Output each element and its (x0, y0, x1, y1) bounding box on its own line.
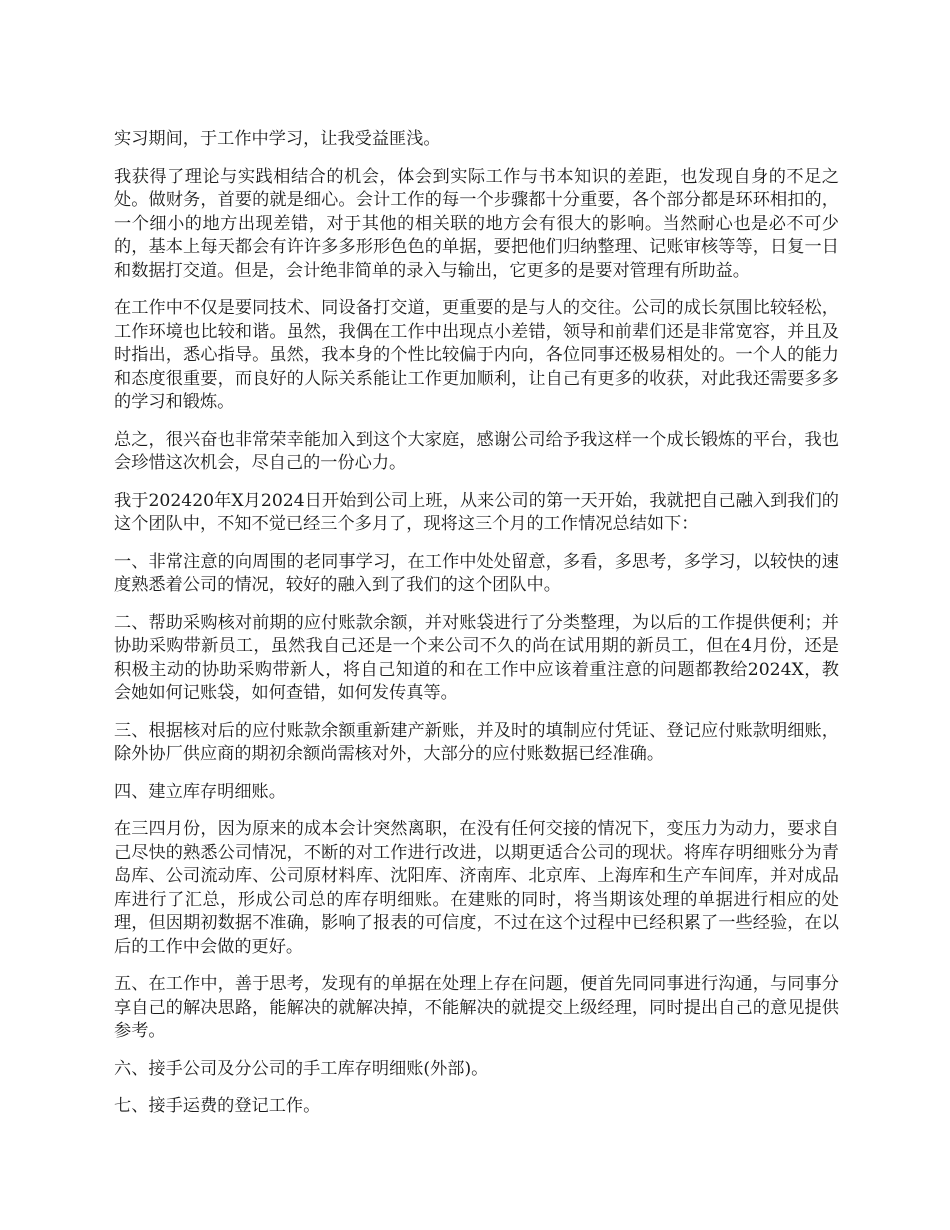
paragraph-2: 我获得了理论与实践相结合的机会，体会到实际工作与书本知识的差距，也发现自身的不足之处。做财务，首要的就是细心。会计工作的每一个步骤都十分重要，各个部分都是环环相扣的，一个细小的地方出现差错，对于其他的相关联的地方会有很大的影响。当然耐心也是必不可少的，基本上每天都会有许许多多形形色色的单据，要把他们归纳整理、记账审核等等，日复一日和数据打交道。但是，会计绝非简单的录入与输出，它更多的是要对管理有所助益。 (114, 166, 839, 281)
paragraph-8: 三、根据核对后的应付账款余额重新建产新账，并及时的填制应付凭证、登记应付账款明细账，除外协厂供应商的期初余额尚需核对外，大部分的应付账数据已经准确。 (114, 720, 839, 764)
document-body (114, 128, 839, 1133)
paragraph-11: 五、在工作中，善于思考，发现有的单据在处理上存在问题，便首先同同事进行沟通，与同事分享自己的解决思路，能解决的就解决掉，不能解决的就提交上级经理，同时提出自己的意见提供参考。 (114, 974, 839, 1041)
paragraph-10: 在三四月份，因为原来的成本会计突然离职，在没有任何交接的情况下，变压力为动力，要求自己尽快的熟悉公司情况，不断的对工作进行改进，以期更适合公司的现状。将库存明细账分为青岛库、公司流动库、公司原材料库、沈阳库、济南库、北京库、上海库和生产车间库，并对成品库进行了汇总，形成公司总的库存明细账。在建账的同时，将当期该处理的单据进行相应的处理，但因期初数据不准确，影响了报表的可信度，不过在这个过程中已经积累了一些经验，在以后的工作中会做的更好。 (114, 819, 839, 957)
paragraph-9: 四、建立库存明细账。 (114, 781, 286, 802)
paragraph-6: 一、非常注意的向周围的老同事学习，在工作中处处留意，多看，多思考，多学习，以较快的速度熟悉着公司的情况，较好的融入到了我们的这个团队中。 (114, 551, 839, 595)
paragraph-13: 七、接手运费的登记工作。 (114, 1096, 321, 1116)
paragraph-4: 总之，很兴奋也非常荣幸能加入到这个大家庭，感谢公司给予我这样一个成长锻炼的平台，我也会珍惜这次机会，尽自己的一份心力。 (114, 429, 839, 473)
paragraph-7: 二、帮助采购核对前期的应付账款余额，并对账袋进行了分类整理，为以后的工作提供便利；并协助采购带新员工，虽然我自己还是一个来公司不久的尚在试用期的新员工，但在4月份，还是积极主动的协助采购带新人，将自己知道的和在工作中应该着重注意的问题都教给2024X，教会她如何记账袋，如何查错，如何发传真等。 (114, 612, 839, 703)
paragraph-1: 实习期间，于工作中学习，让我受益匪浅。 (114, 129, 441, 149)
paragraph-5: 我于202420年X月2024日开始到公司上班，从来公司的第一天开始，我就把自己融入到我们的这个团队中，不知不觉已经三个多月了，现将这三个月的工作情况总结如下： (114, 490, 839, 534)
paragraph-3: 在工作中不仅是要同技术、同设备打交道，更重要的是与人的交往。公司的成长氛围比较轻松，工作环境也比较和谐。虽然，我偶在工作中出现点小差错，领导和前辈们还是非常宽容，并且及时指出，悉心指导。虽然，我本身的个性比较偏于内向，各位同事还极易相处的。一个人的能力和态度很重要，而良好的人际关系能让工作更加顺利，让自己有更多的收获，对此我还需要多多的学习和锻炼。 (114, 298, 839, 412)
paragraph-12: 六、接手公司及分公司的手工库存明细账(外部)。 (114, 1058, 489, 1079)
